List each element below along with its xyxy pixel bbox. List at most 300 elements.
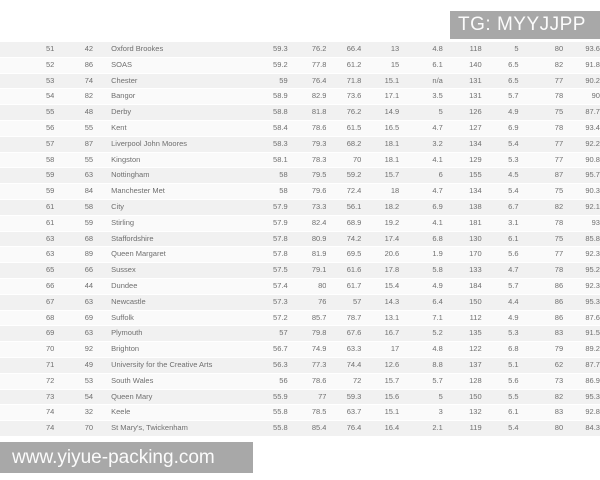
cell-score-4: 20.6 xyxy=(384,249,400,259)
cell-score-9: 91.8 xyxy=(585,59,600,69)
cell-score-4: 19.2 xyxy=(384,217,400,227)
cell-score-1: 57.9 xyxy=(273,201,288,211)
cell-prev-rank: 87 xyxy=(84,138,94,148)
cell-university-name: South Wales xyxy=(111,375,154,385)
cell-score-9: 90 xyxy=(591,91,600,101)
cell-score-1: 58 xyxy=(279,186,288,196)
cell-score-1: 57 xyxy=(279,328,288,338)
cell-score-4: 18 xyxy=(390,186,400,196)
cell-score-6: 135 xyxy=(469,328,482,338)
cell-score-3: 57 xyxy=(353,296,362,306)
cell-score-7: 6.1 xyxy=(508,407,519,417)
cell-score-8: 82 xyxy=(554,59,564,69)
cell-score-1: 58.4 xyxy=(273,122,288,132)
cell-score-5: 8.8 xyxy=(432,359,443,369)
cell-rank: 54 xyxy=(45,91,55,101)
cell-score-7: 5.5 xyxy=(508,391,519,401)
cell-score-9: 93.4 xyxy=(585,122,600,132)
table-row xyxy=(0,390,600,406)
table-row xyxy=(0,58,600,74)
cell-score-3: 61.7 xyxy=(346,280,362,290)
cell-university-name: Nottingham xyxy=(111,170,150,180)
cell-score-9: 87.7 xyxy=(585,107,600,117)
cell-score-3: 61.6 xyxy=(346,265,362,275)
cell-score-8: 83 xyxy=(554,328,564,338)
cell-score-9: 90.8 xyxy=(585,154,600,164)
cell-score-3: 61.2 xyxy=(346,59,362,69)
cell-score-5: 5.8 xyxy=(432,265,443,275)
cell-university-name: Bangor xyxy=(111,91,136,101)
cell-score-3: 76.2 xyxy=(346,107,362,117)
cell-university-name: Manchester Met xyxy=(111,186,165,196)
cell-score-6: 137 xyxy=(469,359,482,369)
table-row xyxy=(0,405,600,421)
cell-score-4: 17.8 xyxy=(384,265,400,275)
cell-university-name: City xyxy=(111,201,125,211)
bottom-left-watermark: www.yiyue-packing.com xyxy=(0,442,253,473)
cell-prev-rank: 68 xyxy=(84,233,94,243)
cell-prev-rank: 55 xyxy=(84,154,94,164)
cell-score-6: 181 xyxy=(469,217,482,227)
cell-score-8: 78 xyxy=(554,91,564,101)
cell-score-5: 2.1 xyxy=(432,423,443,433)
cell-score-8: 77 xyxy=(554,138,564,148)
cell-university-name: Derby xyxy=(111,107,132,117)
cell-score-9: 95.2 xyxy=(585,265,600,275)
cell-score-2: 79.3 xyxy=(311,138,327,148)
cell-score-6: 118 xyxy=(469,44,482,53)
cell-score-8: 82 xyxy=(554,391,564,401)
cell-score-8: 75 xyxy=(554,107,564,117)
cell-rank: 74 xyxy=(45,423,55,433)
table-row xyxy=(0,74,600,90)
cell-score-4: 13 xyxy=(390,44,400,53)
cell-university-name: Sussex xyxy=(111,265,136,275)
cell-score-3: 74.2 xyxy=(346,233,362,243)
cell-prev-rank: 66 xyxy=(84,265,94,275)
table-row xyxy=(0,42,600,58)
cell-score-1: 55.8 xyxy=(273,407,288,417)
cell-score-2: 85.7 xyxy=(311,312,327,322)
cell-university-name: Kent xyxy=(111,122,127,132)
cell-score-9: 95.3 xyxy=(585,296,600,306)
cell-score-4: 16.5 xyxy=(384,122,400,132)
cell-score-1: 55.9 xyxy=(273,391,288,401)
cell-score-3: 73.6 xyxy=(346,91,362,101)
table-row xyxy=(0,374,600,390)
cell-score-6: 134 xyxy=(469,138,482,148)
cell-score-1: 56.7 xyxy=(273,344,288,354)
table-row xyxy=(0,311,600,327)
cell-score-7: 5.7 xyxy=(508,280,519,290)
cell-score-7: 6.9 xyxy=(508,122,519,132)
cell-score-7: 6.1 xyxy=(508,233,519,243)
cell-score-5: 4.9 xyxy=(432,280,443,290)
cell-university-name: St Mary's, Twickenham xyxy=(111,423,188,433)
cell-score-8: 79 xyxy=(554,344,564,354)
cell-score-2: 76.4 xyxy=(311,75,327,85)
cell-score-8: 77 xyxy=(554,154,564,164)
cell-prev-rank: 82 xyxy=(84,91,94,101)
cell-score-6: 150 xyxy=(469,296,482,306)
cell-score-7: 5 xyxy=(514,44,519,53)
cell-rank: 63 xyxy=(45,249,55,259)
cell-score-4: 15.7 xyxy=(384,170,400,180)
cell-score-7: 3.1 xyxy=(508,217,519,227)
cell-score-7: 5.6 xyxy=(508,375,519,385)
cell-score-6: 138 xyxy=(469,201,482,211)
table-row xyxy=(0,247,600,263)
cell-score-5: 6.9 xyxy=(432,201,443,211)
cell-prev-rank: 63 xyxy=(84,170,94,180)
cell-score-8: 77 xyxy=(554,75,564,85)
cell-university-name: Staffordshire xyxy=(111,233,154,243)
cell-score-9: 95.3 xyxy=(585,391,600,401)
cell-score-1: 58.1 xyxy=(273,154,288,164)
cell-score-6: 131 xyxy=(469,75,482,85)
cell-score-4: 16.7 xyxy=(384,328,400,338)
cell-university-name: University for the Creative Arts xyxy=(111,359,213,369)
cell-rank: 73 xyxy=(45,391,55,401)
cell-score-4: 15.7 xyxy=(384,375,400,385)
cell-university-name: Dundee xyxy=(111,280,138,290)
cell-score-6: 130 xyxy=(469,233,482,243)
cell-rank: 53 xyxy=(45,75,55,85)
cell-score-8: 80 xyxy=(554,423,564,433)
table-row xyxy=(0,137,600,153)
cell-university-name: Plymouth xyxy=(111,328,143,338)
cell-university-name: Queen Margaret xyxy=(111,249,166,259)
cell-score-3: 72 xyxy=(353,375,362,385)
cell-prev-rank: 84 xyxy=(84,186,94,196)
cell-score-3: 61.5 xyxy=(346,122,362,132)
cell-prev-rank: 48 xyxy=(84,107,94,117)
cell-prev-rank: 55 xyxy=(84,122,94,132)
cell-score-6: 128 xyxy=(469,375,482,385)
table-row xyxy=(0,105,600,121)
table-row xyxy=(0,232,600,248)
cell-score-1: 55.8 xyxy=(273,423,288,433)
cell-score-3: 63.7 xyxy=(346,407,362,417)
cell-score-1: 58.9 xyxy=(273,91,288,101)
cell-score-3: 70 xyxy=(353,154,362,164)
cell-prev-rank: 70 xyxy=(84,423,94,433)
cell-rank: 66 xyxy=(45,280,55,290)
cell-score-1: 59.3 xyxy=(273,44,288,53)
cell-score-5: 4.8 xyxy=(432,44,443,53)
cell-score-6: 155 xyxy=(469,170,482,180)
cell-score-8: 82 xyxy=(554,201,564,211)
cell-score-8: 78 xyxy=(554,265,564,275)
top-right-watermark: TG: MYYJJPP xyxy=(450,11,600,39)
cell-score-6: 119 xyxy=(469,423,482,433)
cell-score-9: 85.8 xyxy=(585,233,600,243)
cell-score-5: 3.2 xyxy=(432,138,443,148)
cell-score-8: 78 xyxy=(554,217,564,227)
cell-score-9: 84.3 xyxy=(585,423,600,433)
cell-score-1: 57.3 xyxy=(273,296,288,306)
table-row xyxy=(0,326,600,342)
cell-score-5: 3.5 xyxy=(432,91,443,101)
cell-score-6: 134 xyxy=(469,186,482,196)
cell-score-5: 4.7 xyxy=(432,186,443,196)
cell-prev-rank: 69 xyxy=(84,312,94,322)
cell-score-6: 127 xyxy=(469,122,482,132)
cell-score-3: 67.6 xyxy=(346,328,362,338)
table-row xyxy=(0,89,600,105)
cell-score-1: 57.8 xyxy=(273,249,288,259)
cell-score-8: 80 xyxy=(554,44,564,53)
cell-rank: 68 xyxy=(45,312,55,322)
cell-score-9: 93.6 xyxy=(585,44,600,53)
cell-score-6: 132 xyxy=(469,407,482,417)
cell-rank: 67 xyxy=(45,296,55,306)
cell-score-4: 13.1 xyxy=(384,312,400,322)
cell-score-6: 126 xyxy=(469,107,482,117)
cell-score-7: 6.8 xyxy=(508,344,519,354)
table-row xyxy=(0,342,600,358)
cell-score-4: 15.1 xyxy=(384,75,400,85)
table-row xyxy=(0,279,600,295)
cell-rank: 74 xyxy=(45,407,55,417)
cell-rank: 69 xyxy=(45,328,55,338)
cell-score-2: 78.5 xyxy=(311,407,327,417)
cell-score-6: 112 xyxy=(469,312,482,322)
cell-score-4: 15.1 xyxy=(384,407,400,417)
cell-score-4: 14.9 xyxy=(384,107,400,117)
cell-score-2: 76.2 xyxy=(311,44,327,53)
cell-prev-rank: 54 xyxy=(84,391,94,401)
cell-prev-rank: 63 xyxy=(84,296,94,306)
cell-score-1: 57.5 xyxy=(273,265,288,275)
cell-score-3: 56.1 xyxy=(346,201,362,211)
cell-score-6: 184 xyxy=(469,280,482,290)
cell-score-5: 1.9 xyxy=(432,249,443,259)
cell-score-9: 87.6 xyxy=(585,312,600,322)
cell-score-7: 4.7 xyxy=(508,265,519,275)
cell-rank: 70 xyxy=(45,344,55,354)
cell-score-9: 92.3 xyxy=(585,280,600,290)
rankings-table xyxy=(0,42,600,437)
cell-rank: 63 xyxy=(45,233,55,243)
cell-score-7: 4.5 xyxy=(508,170,519,180)
cell-prev-rank: 59 xyxy=(84,217,94,227)
table-row xyxy=(0,263,600,279)
cell-score-6: 129 xyxy=(469,154,482,164)
cell-prev-rank: 86 xyxy=(84,59,94,69)
cell-score-1: 57.2 xyxy=(273,312,288,322)
cell-score-4: 16.4 xyxy=(384,423,400,433)
cell-rank: 61 xyxy=(45,201,55,211)
cell-score-8: 62 xyxy=(554,359,564,369)
cell-score-2: 78.6 xyxy=(311,375,327,385)
cell-score-2: 81.8 xyxy=(311,107,327,117)
table-row xyxy=(0,121,600,137)
cell-score-1: 58 xyxy=(279,170,288,180)
cell-university-name: Chester xyxy=(111,75,138,85)
cell-score-4: 15.4 xyxy=(384,280,400,290)
cell-university-name: Brighton xyxy=(111,344,140,354)
cell-score-9: 92.3 xyxy=(585,249,600,259)
cell-score-7: 5.3 xyxy=(508,154,519,164)
cell-score-1: 56.3 xyxy=(273,359,288,369)
cell-score-9: 95.7 xyxy=(585,170,600,180)
cell-score-3: 74.4 xyxy=(346,359,362,369)
cell-score-7: 5.4 xyxy=(508,186,519,196)
cell-university-name: Liverpool John Moores xyxy=(111,138,187,148)
cell-score-2: 77.3 xyxy=(311,359,327,369)
cell-score-6: 133 xyxy=(469,265,482,275)
table-row xyxy=(0,200,600,216)
cell-score-5: 5.7 xyxy=(432,375,443,385)
table-row xyxy=(0,153,600,169)
cell-score-8: 73 xyxy=(554,375,564,385)
cell-score-9: 90.3 xyxy=(585,186,600,196)
cell-score-3: 76.4 xyxy=(346,423,362,433)
cell-score-8: 75 xyxy=(554,186,564,196)
cell-score-4: 18.1 xyxy=(384,154,400,164)
cell-score-7: 5.4 xyxy=(508,423,519,433)
cell-score-7: 6.7 xyxy=(508,201,519,211)
cell-score-5: 6 xyxy=(438,170,443,180)
cell-score-7: 4.9 xyxy=(508,107,519,117)
cell-rank: 56 xyxy=(45,122,55,132)
cell-score-5: 4.8 xyxy=(432,344,443,354)
cell-university-name: Stirling xyxy=(111,217,135,227)
cell-score-5: 6.1 xyxy=(432,59,443,69)
cell-university-name: SOAS xyxy=(111,59,132,69)
cell-score-4: 15 xyxy=(390,59,400,69)
cell-prev-rank: 49 xyxy=(84,359,94,369)
table-row xyxy=(0,216,600,232)
cell-score-9: 91.5 xyxy=(585,328,600,338)
cell-score-2: 80 xyxy=(318,280,327,290)
cell-score-3: 59.2 xyxy=(346,170,362,180)
cell-score-7: 6.5 xyxy=(508,75,519,85)
cell-university-name: Keele xyxy=(111,407,131,417)
cell-score-8: 83 xyxy=(554,407,564,417)
cell-score-7: 5.4 xyxy=(508,138,519,148)
cell-prev-rank: 44 xyxy=(84,280,94,290)
cell-score-1: 59 xyxy=(279,75,288,85)
cell-score-7: 6.5 xyxy=(508,59,519,69)
cell-prev-rank: 58 xyxy=(84,201,94,211)
cell-score-9: 90.2 xyxy=(585,75,600,85)
cell-score-8: 77 xyxy=(554,249,564,259)
cell-score-7: 5.3 xyxy=(508,328,519,338)
cell-score-2: 79.5 xyxy=(311,170,327,180)
cell-score-5: 6.8 xyxy=(432,233,443,243)
cell-score-7: 4.9 xyxy=(508,312,519,322)
cell-score-8: 78 xyxy=(554,122,564,132)
cell-score-3: 68.9 xyxy=(346,217,362,227)
table-row xyxy=(0,184,600,200)
cell-rank: 59 xyxy=(45,170,55,180)
cell-prev-rank: 89 xyxy=(84,249,94,259)
cell-score-7: 5.7 xyxy=(508,91,519,101)
cell-score-6: 131 xyxy=(469,91,482,101)
cell-score-5: 6.4 xyxy=(432,296,443,306)
cell-score-5: 5 xyxy=(438,391,443,401)
cell-score-1: 57.9 xyxy=(273,217,288,227)
table-row xyxy=(0,358,600,374)
cell-score-8: 86 xyxy=(554,312,564,322)
cell-score-2: 79.8 xyxy=(311,328,327,338)
cell-score-2: 82.4 xyxy=(311,217,327,227)
cell-rank: 57 xyxy=(45,138,55,148)
cell-score-7: 5.6 xyxy=(508,249,519,259)
cell-university-name: Suffolk xyxy=(111,312,134,322)
cell-score-7: 4.4 xyxy=(508,296,519,306)
cell-score-2: 78.6 xyxy=(311,122,327,132)
cell-score-3: 78.7 xyxy=(346,312,362,322)
cell-score-1: 59.2 xyxy=(273,59,288,69)
cell-score-9: 92.8 xyxy=(585,407,600,417)
cell-score-3: 66.4 xyxy=(346,44,362,53)
cell-score-4: 17.4 xyxy=(384,233,400,243)
cell-prev-rank: 53 xyxy=(84,375,94,385)
cell-score-9: 92.1 xyxy=(585,201,600,211)
cell-prev-rank: 32 xyxy=(84,407,94,417)
cell-score-3: 63.3 xyxy=(346,344,362,354)
cell-score-9: 93 xyxy=(591,217,600,227)
cell-score-5: 5.2 xyxy=(432,328,443,338)
cell-score-6: 122 xyxy=(469,344,482,354)
cell-score-6: 140 xyxy=(469,59,482,69)
cell-score-4: 14.3 xyxy=(384,296,400,306)
cell-score-8: 86 xyxy=(554,296,564,306)
cell-score-8: 87 xyxy=(554,170,564,180)
cell-rank: 51 xyxy=(45,44,55,53)
cell-score-4: 15.6 xyxy=(384,391,400,401)
table-row xyxy=(0,295,600,311)
cell-score-5: 7.1 xyxy=(432,312,443,322)
cell-score-8: 75 xyxy=(554,233,564,243)
cell-score-2: 73.3 xyxy=(311,201,327,211)
cell-prev-rank: 74 xyxy=(84,75,94,85)
cell-university-name: Newcastle xyxy=(111,296,146,306)
cell-score-3: 69.5 xyxy=(346,249,362,259)
cell-prev-rank: 63 xyxy=(84,328,94,338)
cell-score-9: 92.2 xyxy=(585,138,600,148)
cell-rank: 72 xyxy=(45,375,55,385)
cell-rank: 55 xyxy=(45,107,55,117)
cell-score-2: 77 xyxy=(318,391,327,401)
cell-score-2: 79.6 xyxy=(311,186,327,196)
cell-score-5: 4.1 xyxy=(432,217,443,227)
cell-score-3: 71.8 xyxy=(346,75,362,85)
cell-score-2: 81.9 xyxy=(311,249,327,259)
cell-prev-rank: 42 xyxy=(84,44,94,53)
cell-university-name: Oxford Brookes xyxy=(111,44,164,53)
cell-score-2: 76 xyxy=(318,296,327,306)
cell-score-5: 5 xyxy=(438,107,443,117)
cell-score-8: 86 xyxy=(554,280,564,290)
cell-score-4: 12.6 xyxy=(384,359,400,369)
cell-rank: 52 xyxy=(45,59,55,69)
cell-score-5: n/a xyxy=(432,75,443,85)
cell-university-name: Kingston xyxy=(111,154,141,164)
cell-score-2: 74.9 xyxy=(311,344,327,354)
cell-score-1: 57.8 xyxy=(273,233,288,243)
cell-university-name: Queen Mary xyxy=(111,391,153,401)
cell-score-9: 86.9 xyxy=(585,375,600,385)
cell-score-4: 17.1 xyxy=(384,91,400,101)
cell-score-2: 82.9 xyxy=(311,91,327,101)
table-row xyxy=(0,421,600,437)
cell-rank: 58 xyxy=(45,154,55,164)
cell-rank: 59 xyxy=(45,186,55,196)
